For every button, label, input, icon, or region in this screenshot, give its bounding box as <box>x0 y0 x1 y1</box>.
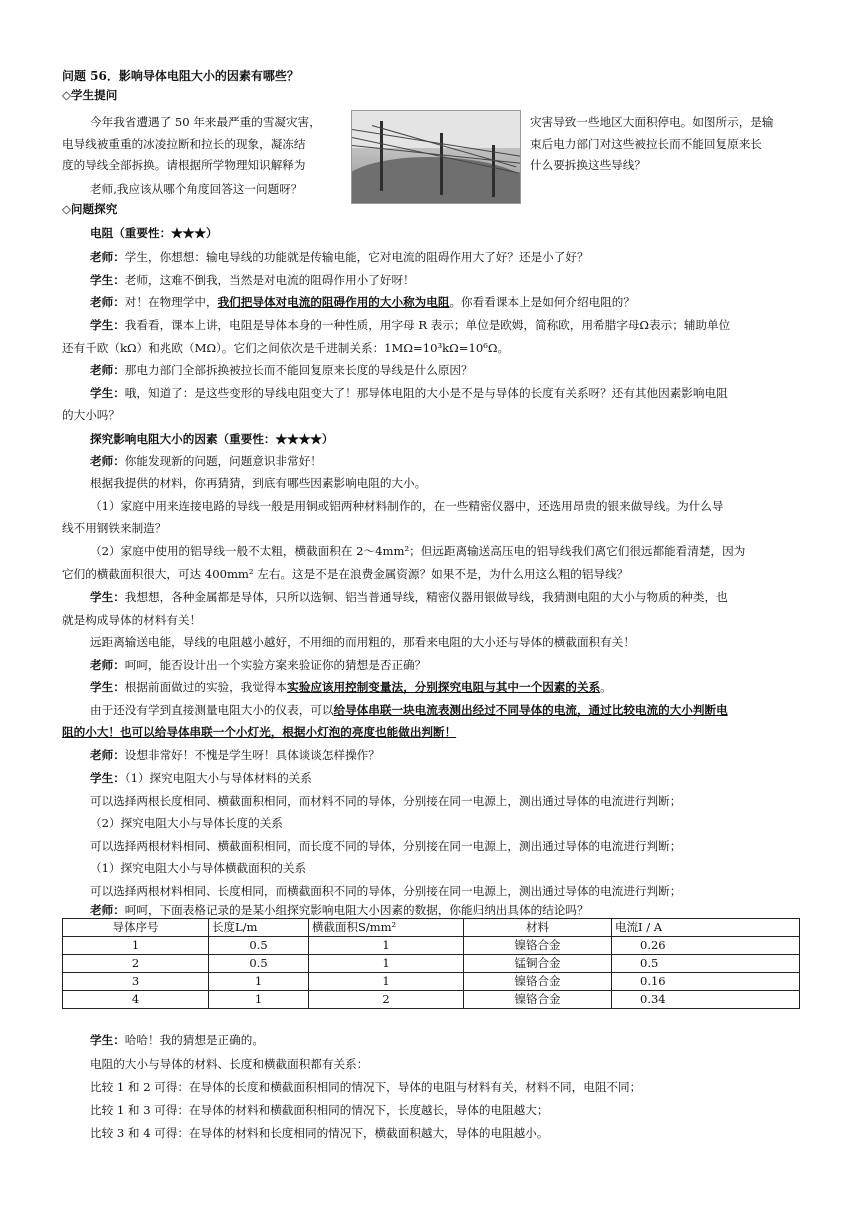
table-cell: 1 <box>309 937 464 955</box>
dialog-text: 。你看看课本上是如何介绍电阻的？ <box>449 295 635 309</box>
table-header-row <box>63 919 800 937</box>
table-cell: 1 <box>209 973 309 991</box>
speaker-label: 学生： <box>90 590 125 604</box>
speaker-label: 学生： <box>90 318 125 332</box>
table-row <box>63 973 800 991</box>
guess-prompt: 根据我提供的材料，你再猜猜，到底有哪些因素影响电阻的大小。 <box>90 476 427 490</box>
dialog-text: 呵呵，下面表格记录的是某小组探究影响电阻大小因素的数据，你能归纳出具体的结论吗？ <box>124 903 589 917</box>
intro-left-2: 电导线被重重的冰凌拉断和拉长的现象，凝冻结 <box>62 137 306 151</box>
table-cell: 1 <box>309 955 464 973</box>
teacher-praise <box>90 453 322 469</box>
speaker-label: 学生： <box>90 1033 125 1047</box>
table-cell: 2 <box>309 991 464 1009</box>
dialog-teacher-1 <box>90 249 589 265</box>
table-cell: 4 <box>63 991 209 1009</box>
speaker-label: 学生： <box>90 273 125 287</box>
speaker-label: 学生： <box>90 771 125 785</box>
dialog-student-1 <box>90 272 415 288</box>
section-explore: ◇问题探究 <box>62 202 118 216</box>
dialog-text: 。 <box>600 680 612 694</box>
step-1-desc: 可以选择两根长度相同、横截面积相同，而材料不同的导体，分别接在同一电源上，测出通过导体的电流进行判断； <box>90 794 682 808</box>
conclusion-3: 比较 3 和 4 可得：在导体的材料和长度相同的情况下，横截面积越大，导体的电阻越小。 <box>90 1126 549 1140</box>
dialog-text: 学生，你想想：输电导线的功能就是传输电能，它对电流的阻碍作用大了好？还是小了好？ <box>124 250 589 264</box>
dialog-text: 那电力部门全部拆换被拉长而不能回复原来长度的导线是什么原因？ <box>124 363 473 377</box>
dialog-teacher-2 <box>90 294 635 310</box>
table-row <box>63 991 800 1009</box>
student-definition-1 <box>90 317 730 333</box>
intro-right-2: 束后电力部门对这些被拉长而不能回复原来长 <box>530 137 762 151</box>
section-ask: ◇学生提问 <box>62 88 118 102</box>
dialog-text: 哦，知道了：是这些变形的导线电阻变大了！那导体电阻的大小是不是与导体的长度有关系呀？还有其他因素影响电阻 <box>124 386 728 400</box>
student-method-1 <box>90 702 728 718</box>
control-variable-method: 实验应该用控制变量法，分别探究电阻与其中一个因素的关系 <box>287 680 601 694</box>
table-row <box>63 937 800 955</box>
dialog-text: 哈哈！我的猜想是正确的。 <box>124 1033 264 1047</box>
table-cell: 0.34 <box>612 991 800 1009</box>
dialog-text: 你能发现新的问题，问题意识非常好！ <box>124 454 322 468</box>
table-cell: 0.16 <box>612 973 800 991</box>
student-guess-2: 远距离输送电能，导线的电阻越小越好，不用细的而用粗的，那看来电阻的大小还与导体的横截面积有关！ <box>90 635 635 649</box>
teacher-design <box>90 657 426 673</box>
table-cell: 1 <box>63 937 209 955</box>
student-guess-1-cont: 就是构成导体的材料有关！ <box>62 613 202 627</box>
student-plan <box>90 679 612 695</box>
question-1-line-2: 线不用钢铁来制造？ <box>62 521 167 535</box>
table-cell: 镍铬合金 <box>464 991 612 1009</box>
table-cell: 0.26 <box>612 937 800 955</box>
step-2-title: （2）探究电阻大小与导体长度的关系 <box>90 816 283 830</box>
question-2-line-2: 它们的横截面积很大，可达 400mm² 左右。这是不是在浪费金属资源？如果不是，为什么用这么粗的铝导线？ <box>62 567 629 581</box>
dialog-text: 呵呵，能否设计出一个实验方案来验证你的猜想是否正确？ <box>124 658 427 672</box>
student-guess-1 <box>90 589 728 605</box>
dialog-text: 我想想，各种金属都是导体，只所以选铜、铝当普通导线，精密仪器用银做导线，我猜测电阻的大小与物质的种类，也 <box>124 590 728 604</box>
teacher-good <box>90 747 380 763</box>
speaker-label: 老师： <box>90 454 125 468</box>
conclusion-1: 比较 1 和 2 可得：在导体的长度和横截面积相同的情况下，导体的电阻与材料有关，材料不同，电阻不同； <box>90 1080 642 1094</box>
table-cell: 1 <box>309 973 464 991</box>
method-emphasis: 给导体串联一块电流表测出经过不同导体的电流，通过比较电流的大小判断电 <box>333 703 728 717</box>
student-method-2: 阻的小大！也可以给导体串联一个小灯光，根据小灯泡的亮度也能做出判断！ <box>62 725 457 739</box>
speaker-label: 学生： <box>90 386 125 400</box>
teacher-table-prompt <box>90 902 589 918</box>
table-header-cell: 长度L/m <box>209 919 309 937</box>
conclusion-summary: 电阻的大小与导体的材料、长度和横截面积都有关系： <box>90 1057 369 1071</box>
heading-resistance: 电阻（重要性：★★★） <box>90 226 218 240</box>
speaker-label: 老师： <box>90 250 125 264</box>
intro-left-4: 老师,我应该从哪个角度回答这一问题呀？ <box>90 182 303 196</box>
table-cell: 3 <box>63 973 209 991</box>
student-conclusion <box>90 1032 264 1048</box>
speaker-label: 老师： <box>90 363 125 377</box>
table-cell: 镍铬合金 <box>464 973 612 991</box>
speaker-label: 老师： <box>90 903 125 917</box>
speaker-label: 学生： <box>90 680 125 694</box>
student-definition-2: 还有千欧（kΩ）和兆欧（MΩ）。它们之间依次是千进制关系：1MΩ=10³kΩ=10⁶Ω。 <box>62 341 510 355</box>
table-cell: 0.5 <box>612 955 800 973</box>
dialog-student-2 <box>90 385 728 401</box>
dialog-text: 根据前面做过的实验，我觉得本 <box>124 680 288 694</box>
speaker-label: 老师： <box>90 658 125 672</box>
table-cell: 0.5 <box>209 937 309 955</box>
intro-left-1: 今年我省遭遇了 50 年来最严重的雪凝灾害， <box>90 115 321 129</box>
table-header-cell: 材料 <box>464 919 612 937</box>
speaker-label: 老师： <box>90 748 125 762</box>
dialog-teacher-3 <box>90 362 473 378</box>
table-header-cell: 电流I / A <box>612 919 800 937</box>
table-cell: 2 <box>63 955 209 973</box>
table-header-cell: 横截面积S/mm² <box>309 919 464 937</box>
step-2-desc: 可以选择两根材料相同、横截面积相同，而长度不同的导体，分别接在同一电源上，测出通过导体的电流进行判断； <box>90 839 682 853</box>
table-cell: 锰铜合金 <box>464 955 612 973</box>
data-table <box>62 918 800 1009</box>
dialog-text: （1）探究电阻大小与导体材料的关系 <box>124 771 312 785</box>
icy-power-lines-photo <box>351 110 521 204</box>
intro-right-3: 什么要拆换这些导线？ <box>530 158 646 172</box>
intro-left-3: 度的导线全部拆换。请根据所学物理知识解释为 <box>62 158 306 172</box>
table-cell: 1 <box>209 991 309 1009</box>
dialog-student-2-cont: 的大小吗？ <box>62 408 120 422</box>
question-1-line-1: （1）家庭中用来连接电路的导线一般是用铜或铝两种材料制作的，在一些精密仪器中，还选用昂贵的银来做导线。为什么导 <box>90 499 724 513</box>
dialog-text: 由于还没有学到直接测量电阻大小的仪表，可以 <box>90 703 334 717</box>
resistance-definition: 我们把导体对电流的阻碍作用的大小称为电阻 <box>217 295 450 309</box>
heading-factors: 探究影响电阻大小的因素（重要性：★★★★） <box>90 432 334 446</box>
table-header-cell: 导体序号 <box>63 919 209 937</box>
page-title: 问题 56．影响导体电阻大小的因素有哪些？ <box>62 69 299 83</box>
step-3-desc: 可以选择两根材料相同、长度相同，而横截面积不同的导体，分别接在同一电源上，测出通过导体的电流进行判断； <box>90 884 682 898</box>
conclusion-2: 比较 1 和 3 可得：在导体的材料和横截面积相同的情况下，长度越长，导体的电阻越大； <box>90 1103 549 1117</box>
dialog-text: 对！在物理学中， <box>124 295 218 309</box>
question-2-line-1: （2）家庭中使用的铝导线一般不太粗，横截面积在 2～4mm²；但远距离输送高压电的铝导线我们离它们很远都能看清楚，因为 <box>90 544 746 558</box>
table-cell: 0.5 <box>209 955 309 973</box>
step-3-title: （1）探究电阻大小与导体横截面积的关系 <box>90 861 307 875</box>
dialog-text: 老师，这难不倒我，当然是对电流的阻碍作用小了好呀！ <box>124 273 415 287</box>
intro-right-1: 灾害导致一些地区大面积停电。如图所示，是输 <box>530 115 774 129</box>
speaker-label: 老师： <box>90 295 125 309</box>
step-1-title <box>90 770 312 786</box>
table-cell: 镍铬合金 <box>464 937 612 955</box>
table-row <box>63 955 800 973</box>
dialog-text: 我看看，课本上讲，电阻是导体本身的一种性质，用字母 R 表示；单位是欧姆，简称欧，用希腊字母Ω表示；辅助单位 <box>124 318 731 332</box>
dialog-text: 设想非常好！不愧是学生呀！具体谈谈怎样操作？ <box>124 748 380 762</box>
